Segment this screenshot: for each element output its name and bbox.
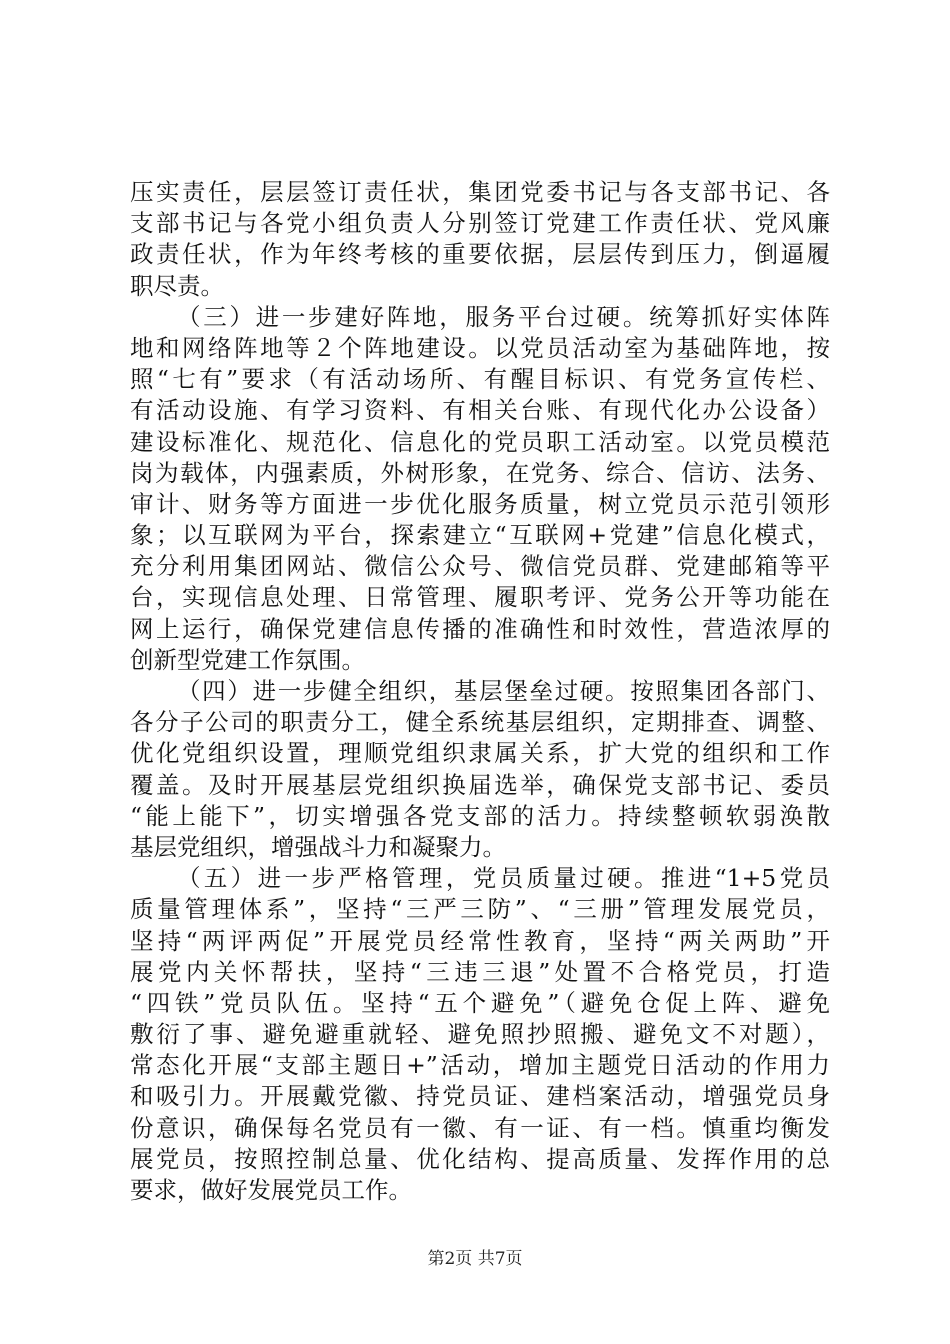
text-line: 质量管理体系”，坚持“三严三防”、“三册”管理发展党员，: [130, 895, 830, 924]
text-line: 建设标准化、规范化、信息化的党员职工活动室。以党员模范: [130, 427, 830, 456]
text-line: 地和网络阵地等２个阵地建设。以党员活动室为基础阵地，按: [130, 333, 830, 362]
text-line: 优化党组织设置，理顺党组织隶属关系，扩大党的组织和工作: [130, 739, 830, 768]
text-line: 份意识，确保每名党员有一徽、有一证、有一档。慎重均衡发: [130, 1113, 830, 1142]
text-line: 网上运行，确保党建信息传播的准确性和时效性，营造浓厚的: [130, 614, 830, 643]
text-line: 支部书记与各党小组负责人分别签订党建工作责任状、党风廉: [130, 209, 830, 238]
text-line: 压实责任，层层签订责任状，集团党委书记与各支部书记、各: [130, 178, 830, 206]
text-line: （五）进一步严格管理，党员质量过硬。推进“1+5党员: [177, 864, 830, 893]
text-line: 充分利用集团网站、微信公众号、微信党员群、党建邮箱等平: [130, 552, 830, 581]
text-line: 坚持“两评两促”开展党员经常性教育，坚持“两关两助”开: [130, 926, 830, 955]
text-line: 岗为载体，内强素质，外树形象，在党务、综合、信访、法务、: [130, 458, 830, 487]
text-line: “四铁”党员队伍。坚持“五个避免”（避免仓促上阵、避免: [130, 988, 830, 1017]
text-line: 敷衍了事、避免避重就轻、避免照抄照搬、避免文不对题），: [130, 1020, 830, 1049]
page-footer: 第2页 共7页: [427, 1249, 523, 1269]
paragraph: [130, 676, 830, 863]
text-line: 和吸引力。开展戴党徽、持党员证、建档案活动，增强党员身: [130, 1082, 830, 1111]
text-line: 要求，做好发展党员工作。: [130, 1176, 412, 1204]
text-line: （三）进一步建好阵地，服务平台过硬。统筹抓好实体阵: [177, 302, 830, 331]
text-line: 创新型党建工作氛围。: [130, 645, 365, 674]
text-line: 有活动设施、有学习资料、有相关台账、有现代化办公设备）: [130, 396, 830, 425]
paragraph: [130, 302, 830, 676]
body-text: [130, 177, 830, 1206]
text-line: 政责任状，作为年终考核的重要依据，层层传到压力，倒逼履: [130, 240, 830, 269]
text-line: 审计、财务等方面进一步优化服务质量，树立党员示范引领形: [130, 489, 830, 518]
paragraph: [130, 177, 830, 302]
text-line: （四）进一步健全组织，基层堡垒过硬。按照集团各部门、: [177, 677, 830, 705]
text-line: 照“七有”要求（有活动场所、有醒目标识、有党务宣传栏、: [130, 365, 830, 394]
text-line: 职尽责。: [130, 271, 224, 300]
paragraph: [130, 863, 830, 1206]
text-line: 基层党组织，增强战斗力和凝聚力。: [130, 832, 506, 861]
text-line: 台，实现信息处理、日常管理、履职考评、党务公开等功能在: [130, 583, 830, 612]
text-line: 展党内关怀帮扶，坚持“三违三退”处置不合格党员，打造: [130, 957, 830, 986]
text-line: 各分子公司的职责分工，健全系统基层组织，定期排查、调整、: [130, 708, 830, 737]
text-line: 展党员，按照控制总量、优化结构、提高质量、发挥作用的总: [130, 1144, 830, 1173]
text-line: 象；以互联网为平台，探索建立“互联网+党建”信息化模式，: [130, 521, 830, 550]
text-line: 覆盖。及时开展基层党组织换届选举，确保党支部书记、委员: [130, 770, 830, 799]
text-line: “能上能下”，切实增强各党支部的活力。持续整顿软弱涣散: [130, 801, 830, 830]
text-line: 常态化开展“支部主题日+”活动，增加主题党日活动的作用力: [130, 1051, 830, 1080]
